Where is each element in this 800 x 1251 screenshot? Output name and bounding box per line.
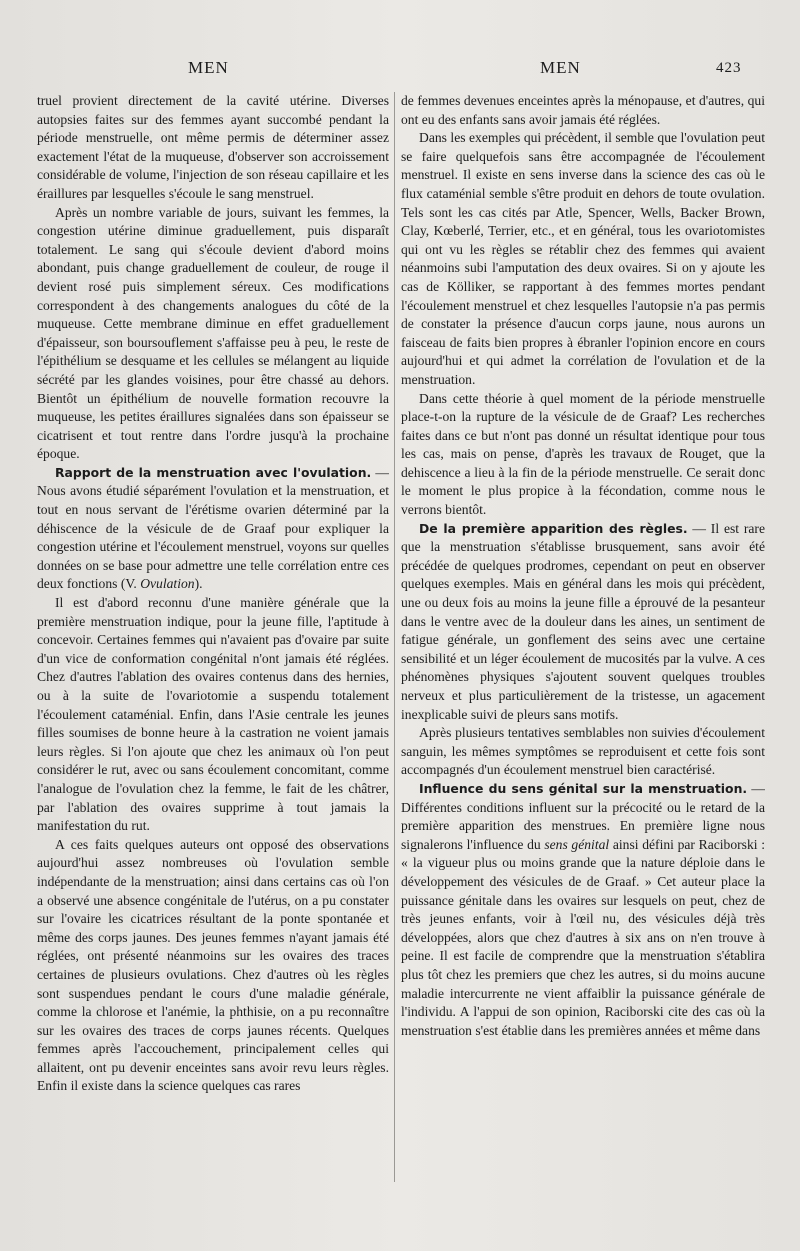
running-header: [0, 58, 800, 82]
paragraph-text: — Différentes conditions influent sur la précocité ou le retard de la première apparition des menstrues. En première ligne nous signalerons l'influence du: [401, 780, 765, 852]
left-column: [37, 92, 389, 1192]
paragraph: Il est d'abord reconnu d'une manière générale que la première menstruation indique, pour la jeune fille, l'aptitude à concevoir. Certaines femmes qui n'avaient pas d'ovaire par suite d'un vice de conformation congénital n'ont jamais été réglées. Chez d'autres l'ablation des ovaires contenus dans des hernies, ou à la suite de l'ovariotomie a suspendu totalement l'écoulement cataménial. Enfin, dans l'Asie centrale les jeunes filles soumises de bonne heure à la castration ne voient jamais leurs règles. Si l'on ajoute que chez les animaux où l'on peut considérer le rut, avec ou sans écoulement concomitant, comme l'analogue de l'ovulation chez la femme, le fait de les châtrer, par l'ablation des ovaires supprime à tout jamais la manifestation du rut.: [37, 595, 389, 834]
column-divider: [394, 92, 395, 1182]
paragraph: de femmes devenues enceintes après la ménopause, et d'autres, qui ont eu des enfants sans avoir jamais été réglées.: [401, 93, 765, 127]
right-column: [401, 92, 765, 1192]
paragraph-text: ).: [194, 576, 203, 592]
section-heading: Influence du sens génital sur la menstruation.: [419, 780, 748, 796]
section-heading: De la première apparition des règles.: [419, 520, 688, 536]
page-number: 423: [716, 60, 742, 76]
paragraph: truel provient directement de la cavité utérine. Diverses autopsies faites sur des femmes ayant succombé pendant la période menstruelle, ont même permis de déterminer assez exactement l'état de la muqueuse, d'observer son accroissement considérable de volume, l'injection de son réseau capillaire et les éraillures par lesquelles s'écoule le sang menstruel.: [37, 93, 389, 201]
section-heading: Rapport de la menstruation avec l'ovulation.: [55, 464, 372, 480]
paragraph: [401, 780, 765, 1040]
header-right-title: MEN: [540, 58, 581, 77]
paragraph: Après plusieurs tentatives semblables non suivies d'écoulement sanguin, les mêmes symptômes se reproduisent et cette fois sont accompagnés d'un écoulement menstruel bien caractérisé.: [401, 725, 765, 778]
paragraph: Après un nombre variable de jours, suivant les femmes, la congestion utérine diminue graduellement, puis disparaît totalement. Le sang qui s'écoule devient d'abord moins abondant, puis change graduellement de couleur, de rouge il devient rosé puis simplement séreux. Ces modifications correspondent à des changements analogues du côté de la muqueuse. Cette membrane diminue en effet graduellement d'épaisseur, son boursouflement s'affaisse peu à peu, le reste de l'épithélium se desquame et les cellules se mélangent au liquide sécrété par les glandes voisines, pour être chassé au dehors. Bientôt un épithélium de nouvelle formation recouvre la muqueuse, les petites éraillures signalées dans son épaisseur se cicatrisent et tout rentre dans l'ordre jusqu'à la prochaine époque.: [37, 204, 389, 462]
paragraph: Dans les exemples qui précèdent, il semble que l'ovulation peut se faire quelquefois sans être accompagnée de l'écoulement menstruel. Il existe en sens inverse dans la science des cas où le flux cataménial semble s'être produit en dehors de toute ovulation. Tels sont les cas cités par Atle, Spencer, Wells, Backer Brown, Clay, Kœberlé, Terrier, etc., et en général, tous les ovariotomistes qui ont vu les règles se rétablir chez des femmes qui avaient néanmoins subi l'amputation des deux ovaires. Si on y ajoute les cas de Kölliker, se rapportant à des femmes mortes pendant l'écoulement menstruel et chez lesquelles l'autopsie n'a pas permis de constater la présence d'aucun corps jaune, nous aurons un faisceau de faits bien propres à ébranler l'opinion encore en cours aujourd'hui et qui admet la corrélation de l'ovulation et de la menstruation.: [401, 130, 765, 387]
paragraph: [401, 520, 765, 725]
paragraph-text: — Il est rare que la menstruation s'établisse brusquement, sans avoir été précédée de quelques prodromes, cependant on peut en observer quelques exemples. Mais en général dans les mois qui précèdent, une ou deux fois au moins la jeune fille a éprouvé de la pesanteur dans le ventre avec de la douleur dans les aines, un sentiment de fatigue générale, un gonflement des seins avec une certaine sensibilité et un léger écoulement de mucosités par la vulve. A ces phénomènes physiques s'ajoutent souvent quelques troubles nerveux et plus particulièrement de la tristesse, un agacement inexplicable suivi de pleurs sans motifs.: [401, 520, 765, 722]
italic-term: sens génital: [544, 836, 610, 852]
italic-reference: Ovulation: [140, 576, 195, 592]
paragraph-text: — Nous avons étudié séparément l'ovulation et la menstruation, et tout en nous servant de l'érétisme ovarien déterminé par la déhiscence de la vésicule de de Graaf pour expliquer la congestion utérine et l'écoulement menstruel, voyons sur quelles données on se base pour admettre une telle corrélation entre ces deux fonctions (V.: [37, 464, 389, 592]
paragraph: A ces faits quelques auteurs ont opposé des observations aujourd'hui assez nombreuses où l'ovulation semble indépendante de la menstruation; ainsi dans certains cas où l'on a observé une absence congénitale de l'utérus, on a pu constater sur l'ovaire les cicatrices résultant de la ponte spontanée et même des corps jaunes. Des jeunes femmes n'ayant jamais été réglées, ont présenté néanmoins sur les ovaires des traces certaines de plusieurs ovulations. Chez d'autres où les règles sont suspendues pendant le cours d'une maladie générale, comme la chlorose et l'anémie, la phthisie, on a pu reconnaître sur les ovaires des traces de corps jaunes récents. Quelques femmes après l'accouchement, principalement celles qui allaitent, ont pu devenir enceintes sans avoir revu leurs règles. Enfin il existe dans la science quelques cas rares: [37, 836, 389, 1094]
paragraph: Dans cette théorie à quel moment de la période menstruelle place-t-on la rupture de la vésicule de de Graaf? Les recherches faites dans ce but n'ont pas donné un résultat identique pour tous les cas, mais on pense, d'après les travaux de Rouget, que la dehiscence a lieu à la fin de la période menstruelle. Ce serait donc le moment le plus propice à la fécondation, comme nous le verrons bientôt.: [401, 390, 765, 518]
paragraph: [37, 464, 389, 594]
header-left-title: MEN: [188, 58, 229, 77]
paragraph-text: ainsi défini par Raciborski : « la vigueur plus ou moins grande que la nature déploie dans le développement des vésicules de de Graaf. » Cet auteur place la puissance génitale dans les ovaires sur lesquels on peut, chez de très jeunes enfants, voir à l'œil nu, des vésicules déjà très développées, alors que chez d'autres à six ans on n'en trouve à peine. Il est facile de comprendre que la menstruation s'établira plus tôt chez les premiers que chez les autres, si du moins aucune maladie intercurrente ne vient affaiblir la puissance générale de l'individu. A l'appui de son opinion, Raciborski cite des cas où la menstruation s'est établie dans les premières années et même dans: [401, 836, 765, 1038]
